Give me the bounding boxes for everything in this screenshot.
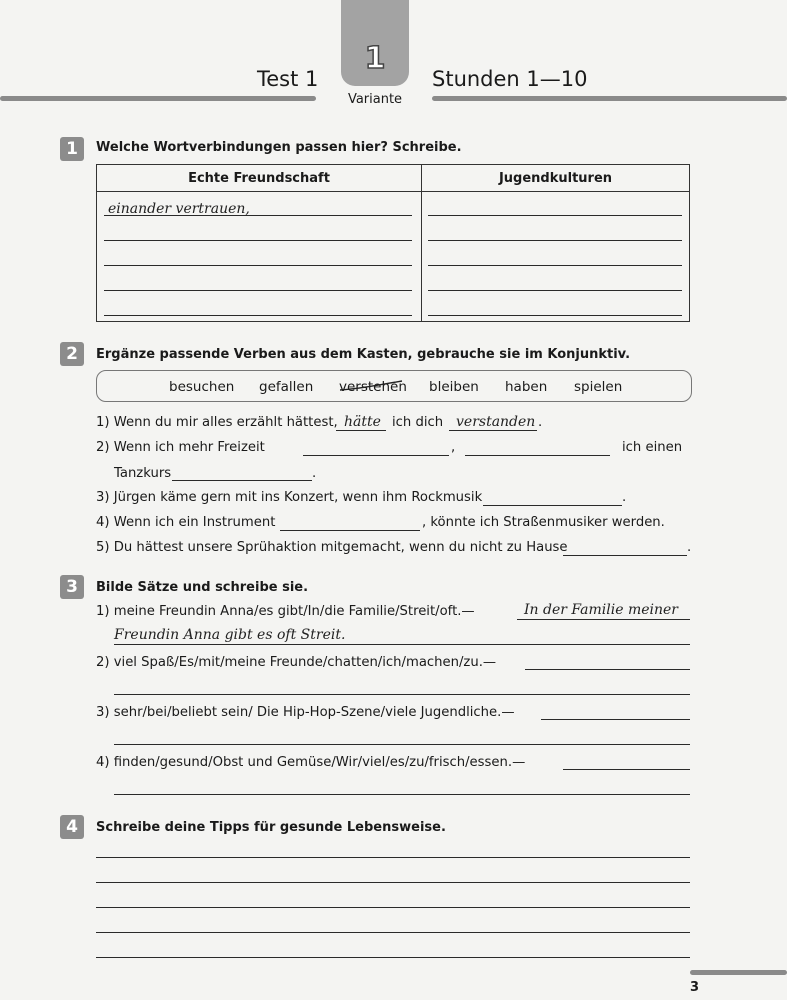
task3-number-badge: 3 xyxy=(60,575,84,599)
task1-example-answer: einander vertrauen, xyxy=(108,201,250,217)
task1-table xyxy=(96,164,690,322)
task3-answer3-line1[interactable] xyxy=(541,719,690,720)
task1-left-line[interactable] xyxy=(104,265,412,266)
sentence2-part1: 2) Wenn ich mehr Freizeit xyxy=(96,440,265,455)
sentence3-part1: 3) Jürgen käme gern mit ins Konzert, wenn ihm Rockmusik xyxy=(96,490,483,505)
task1-left-line[interactable] xyxy=(104,240,412,241)
task2-instruction: Ergänze passende Verben aus dem Kasten, gebrauche sie im Konjunktiv. xyxy=(96,347,631,362)
task3-answer1-text1: In der Familie meiner xyxy=(524,602,678,618)
word-item: besuchen xyxy=(169,379,235,395)
task1-right-line[interactable] xyxy=(428,290,682,291)
variant-number: 1 xyxy=(364,41,386,76)
sentence5-part1: 5) Du hättest unsere Sprühaktion mitgemacht, wenn du nicht zu Hause xyxy=(96,540,568,555)
variant-label: Variante xyxy=(347,92,403,107)
task4-answer-line[interactable] xyxy=(96,857,690,858)
footer-rule xyxy=(690,970,787,975)
word-item-used: verstehen xyxy=(339,379,407,395)
task3-prompt1: 1) meine Freundin Anna/es gibt/In/die Familie/Streit/oft.— xyxy=(96,604,475,619)
task4-instruction: Schreibe deine Tipps für gesunde Lebensweise. xyxy=(96,820,446,835)
word-item: gefallen xyxy=(259,379,314,395)
task3-answer2-line2[interactable] xyxy=(114,694,690,695)
task1-left-line[interactable] xyxy=(104,290,412,291)
sentence4-part2: , könnte ich Straßenmusiker werden. xyxy=(422,515,665,530)
sentence2-blank3[interactable] xyxy=(172,480,312,481)
sentence1-part2: ich dich xyxy=(392,415,444,430)
sentence1-end: . xyxy=(538,415,543,430)
task3-answer1-line2[interactable] xyxy=(114,644,690,645)
task4-answer-line[interactable] xyxy=(96,882,690,883)
sentence5-end: . xyxy=(687,540,692,555)
header-rule-right xyxy=(432,96,787,101)
sentence3-end: . xyxy=(622,490,627,505)
sentence1-part1: 1) Wenn du mir alles erzählt hättest, xyxy=(96,415,338,430)
word-item: haben xyxy=(505,379,548,395)
table-column-divider xyxy=(421,165,422,321)
table-header-friendship: Echte Freundschaft xyxy=(188,171,330,186)
task3-answer3-line2[interactable] xyxy=(114,744,690,745)
page-number: 3 xyxy=(690,980,700,995)
task1-right-line[interactable] xyxy=(428,240,682,241)
task3-answer4-line2[interactable] xyxy=(114,794,690,795)
variant-tab xyxy=(341,0,409,86)
task4-answer-line[interactable] xyxy=(96,932,690,933)
word-item: spielen xyxy=(574,379,623,395)
sentence2-part3: Tanzkurs xyxy=(114,466,172,481)
sentence2-end: . xyxy=(312,466,317,481)
table-header-youth-cultures: Jugendkulturen xyxy=(498,171,613,186)
sentence1-blank1[interactable] xyxy=(336,430,386,431)
lessons-label: Stunden 1—10 xyxy=(432,67,588,91)
sentence4-blank[interactable] xyxy=(280,530,420,531)
strike-through-mark xyxy=(338,380,404,394)
word-item: bleiben xyxy=(429,379,479,395)
task1-right-line[interactable] xyxy=(428,215,682,216)
task3-answer2-line1[interactable] xyxy=(525,669,690,670)
task2-number-badge: 2 xyxy=(60,342,84,366)
sentence1-answer2: verstanden xyxy=(456,414,536,430)
task3-answer4-line1[interactable] xyxy=(563,769,690,770)
task3-answer1-text2: Freundin Anna gibt es oft Streit. xyxy=(114,627,346,643)
task4-answer-line[interactable] xyxy=(96,957,690,958)
task3-answer1-line1[interactable] xyxy=(517,619,690,620)
sentence1-blank2[interactable] xyxy=(449,430,537,431)
task4-number-badge: 4 xyxy=(60,815,84,839)
task1-instruction: Welche Wortverbindungen passen hier? Schreibe. xyxy=(96,140,462,155)
sentence2-blank1[interactable] xyxy=(303,455,449,456)
sentence5-blank[interactable] xyxy=(563,555,687,556)
sentence1-answer1: hätte xyxy=(344,414,381,430)
sentence4-part1: 4) Wenn ich ein Instrument xyxy=(96,515,276,530)
header-rule-left xyxy=(0,96,316,101)
task1-right-line[interactable] xyxy=(428,315,682,316)
test-label: Test 1 xyxy=(257,67,319,91)
task3-instruction: Bilde Sätze und schreibe sie. xyxy=(96,580,309,595)
task1-left-line[interactable] xyxy=(104,215,412,216)
sentence3-blank[interactable] xyxy=(483,505,622,506)
task1-left-line[interactable] xyxy=(104,315,412,316)
table-header-divider xyxy=(97,191,689,192)
task1-right-line[interactable] xyxy=(428,265,682,266)
task3-prompt3: 3) sehr/bei/beliebt sein/ Die Hip-Hop-Szene/viele Jugendliche.— xyxy=(96,705,515,720)
task3-prompt2: 2) viel Spaß/Es/mit/meine Freunde/chatten/ich/machen/zu.— xyxy=(96,655,497,670)
task4-answer-line[interactable] xyxy=(96,907,690,908)
task3-prompt4: 4) finden/gesund/Obst und Gemüse/Wir/viel/es/zu/frisch/essen.— xyxy=(96,755,526,770)
sentence2-part2: ich einen xyxy=(622,440,683,455)
sentence2-blank2[interactable] xyxy=(465,455,610,456)
task1-number-badge: 1 xyxy=(60,137,84,161)
sentence2-comma: , xyxy=(451,440,456,455)
